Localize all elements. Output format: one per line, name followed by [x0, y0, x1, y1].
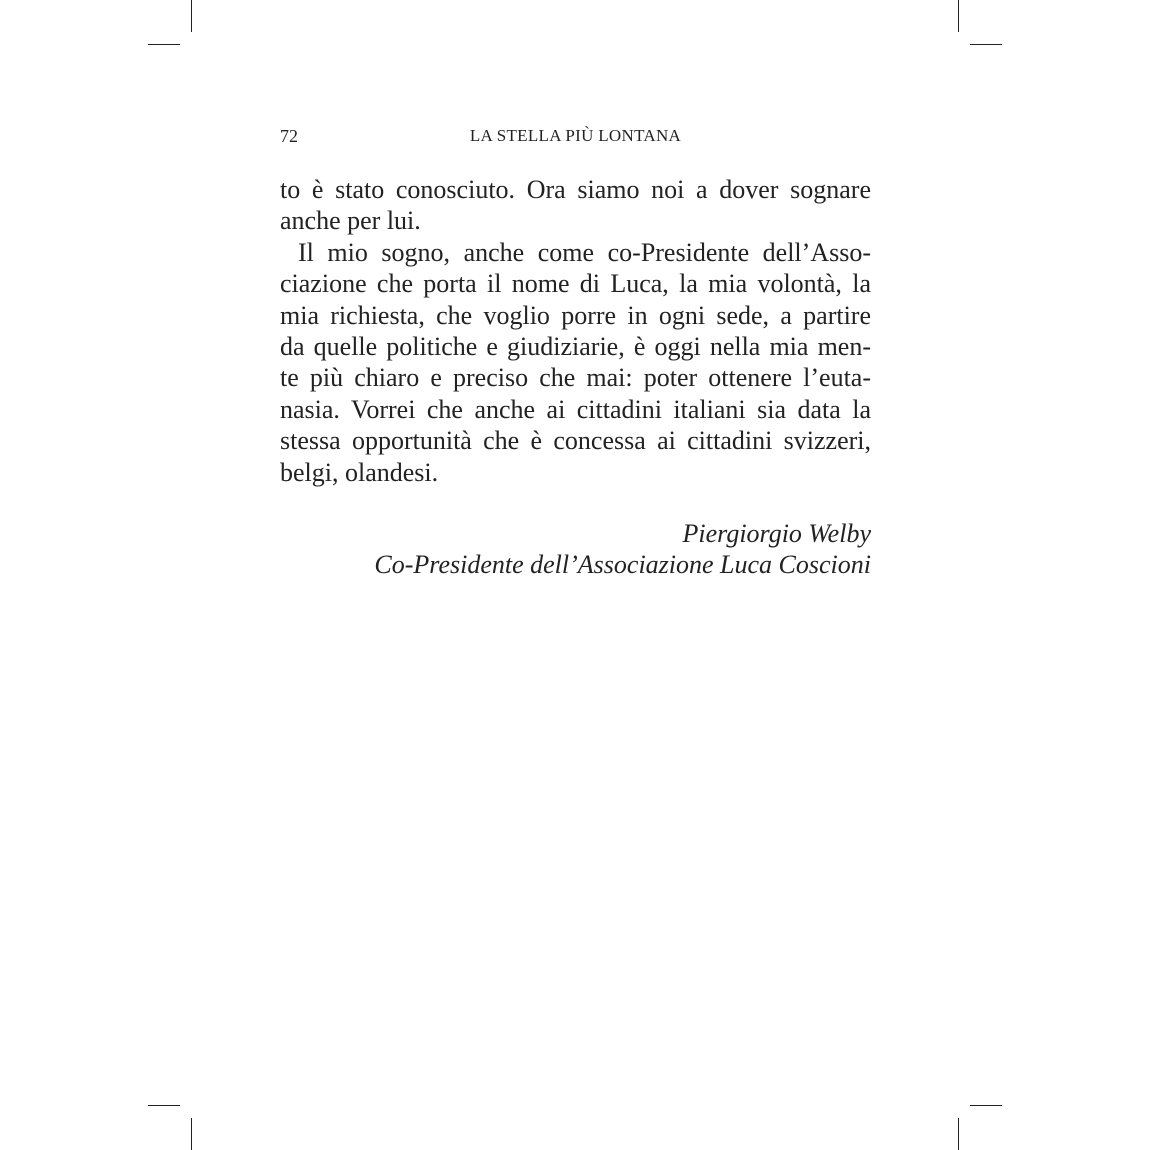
crop-mark-top-left-vertical — [191, 0, 192, 32]
crop-mark-bottom-right-horizontal — [970, 1105, 1002, 1106]
signature — [280, 518, 871, 581]
body-text — [280, 174, 871, 488]
body-line: te più chiaro e preciso che mai: poter ottenere l’euta- — [280, 363, 871, 393]
body-line: Il mio sogno, anche come co-Presidente dell’Asso- — [298, 237, 871, 267]
signature-name: Piergiorgio Welby — [682, 519, 871, 548]
crop-mark-top-right-horizontal — [970, 44, 1002, 45]
crop-mark-top-left-horizontal — [148, 44, 180, 45]
crop-mark-bottom-left-horizontal — [148, 1105, 180, 1106]
body-line: nasia. Vorrei che anche ai cittadini italiani sia data la — [280, 394, 871, 424]
body-line: stessa opportunità che è concessa ai cittadini svizzeri, — [280, 426, 871, 456]
body-line: to è stato conosciuto. Ora siamo noi a dover sognare — [280, 175, 871, 204]
body-line: ciazione che porta il nome di Luca, la mia volontà, la — [280, 269, 871, 299]
running-head — [280, 126, 871, 150]
signature-role: Co-Presidente dell’Associazione Luca Coscioni — [374, 550, 871, 580]
running-title: LA STELLA PIÙ LONTANA — [469, 126, 682, 145]
body-line: da quelle politiche e giudiziarie, è oggi nella mia men- — [280, 331, 871, 361]
crop-mark-bottom-left-vertical — [191, 1118, 192, 1150]
page-number: 72 — [280, 126, 298, 146]
body-line: anche per lui. — [280, 206, 421, 236]
body-line: belgi, olandesi. — [280, 457, 439, 487]
body-line: mia richiesta, che voglio porre in ogni sede, a partire — [280, 300, 871, 330]
crop-mark-bottom-right-vertical — [958, 1118, 959, 1150]
crop-mark-top-right-vertical — [958, 0, 959, 32]
